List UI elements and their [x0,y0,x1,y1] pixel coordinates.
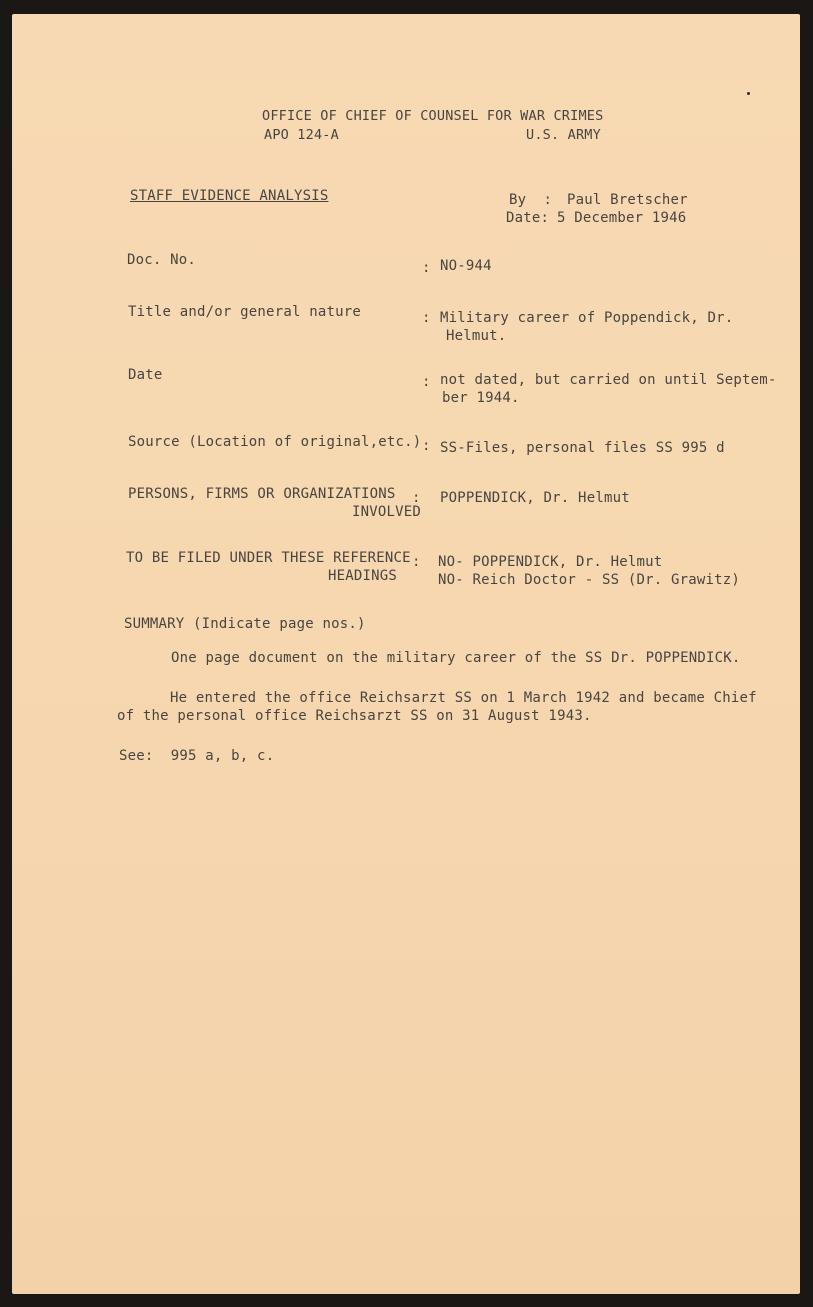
date-field-label: Date [128,367,163,383]
summary-para1: One page document on the military career of the SS Dr. POPPENDICK. [171,650,741,666]
document-page [12,14,800,1294]
persons-value: POPPENDICK, Dr. Helmut [440,490,630,506]
by-value: Paul Bretscher [567,192,688,208]
apo-number: APO 124-A [264,127,339,143]
title-value-line2: Helmut. [446,328,507,344]
summary-para2-line1: He entered the office Reichsarzt SS on 1 March 1942 and became Chief [170,690,757,706]
persons-label-line2: INVOLVED [352,504,422,520]
office-line: OFFICE OF CHIEF OF COUNSEL FOR WAR CRIMES [262,108,604,124]
filed-value-line1: NO- POPPENDICK, Dr. Helmut [438,554,663,570]
title-value-line1: Military career of Poppendick, Dr. [440,310,734,326]
date-field-value-line1: not dated, but carried on until Septem- [440,372,777,388]
source-label: Source (Location of original,etc.) [128,434,422,450]
army-label: U.S. ARMY [526,127,601,143]
source-value: SS-Files, personal files SS 995 d [440,440,725,456]
doc-no-sep: : [422,260,431,276]
date-field-value-line2: ber 1944. [442,390,520,406]
title-sep: : [422,310,431,326]
filed-sep: : [412,554,421,570]
filed-label-line2: HEADINGS [328,568,398,584]
persons-label-line1: PERSONS, FIRMS OR ORGANIZATIONS [128,486,396,502]
doc-no-label: Doc. No. [127,252,197,268]
filed-label-line1: TO BE FILED UNDER THESE REFERENCE [126,550,411,566]
date-label: Date: [506,210,550,226]
by-label: By : [509,192,553,208]
summary-heading: SUMMARY (Indicate page nos.) [124,616,366,632]
date-field-sep: : [422,374,431,390]
persons-sep: : [412,490,421,506]
filed-value-line2: NO- Reich Doctor - SS (Dr. Grawitz) [438,572,741,588]
doc-no-value: NO-944 [440,258,492,274]
source-sep: : [422,438,431,454]
analysis-title: STAFF EVIDENCE ANALYSIS [130,188,329,204]
date-value: 5 December 1946 [557,210,687,226]
see-reference: See: 995 a, b, c. [119,748,275,764]
summary-para2-line2: of the personal office Reichsarzt SS on 31 August 1943. [117,708,592,724]
title-label: Title and/or general nature [128,304,361,320]
ink-speck [747,92,750,95]
